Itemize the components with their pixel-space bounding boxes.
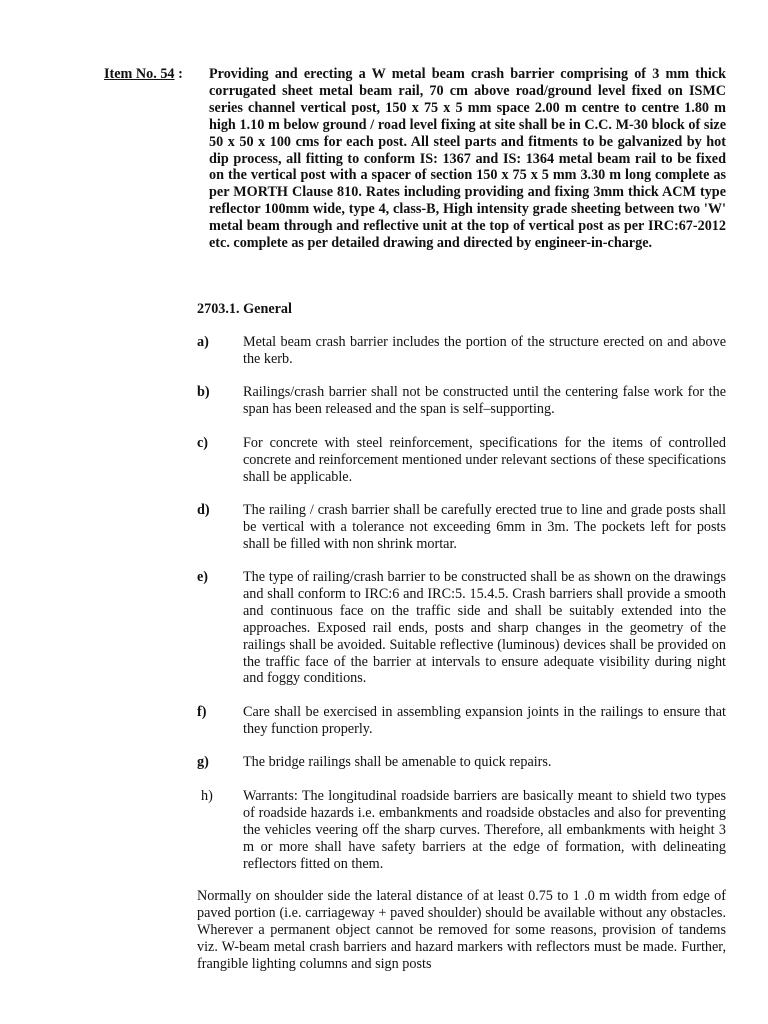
clause-h — [197, 788, 726, 873]
clause-text: Railings/crash barrier shall not be constructed until the centering false work for the span has been released and the span is self–supporting. — [243, 384, 726, 417]
item-number: Item No. 54 — [104, 66, 175, 82]
clause-marker: c) — [197, 435, 209, 451]
item-block — [104, 66, 726, 252]
clause-text: For concrete with steel reinforcement, specifications for the items of controlled concrete and reinforcement mentioned under relevant sections of these specifications shall be applicable. — [243, 435, 726, 485]
section-heading: 2703.1. General — [197, 301, 292, 317]
clause-c — [197, 435, 726, 486]
clause-marker: e) — [197, 569, 209, 585]
clause-marker: h) — [201, 788, 213, 804]
clause-marker: b) — [197, 384, 210, 400]
clause-marker: a) — [197, 334, 209, 350]
clause-f — [197, 704, 726, 738]
clause-text: The bridge railings shall be amenable to quick repairs. — [243, 754, 552, 770]
clause-d — [197, 502, 726, 553]
clause-text: The railing / crash barrier shall be carefully erected true to line and grade posts shall be vertical with a tolerance not exceeding 6mm in 3m. The pockets left for posts shall be filled with non shrink mortar. — [243, 502, 726, 552]
item-label — [104, 66, 183, 83]
clause-text: Metal beam crash barrier includes the portion of the structure erected on and above the kerb. — [243, 334, 726, 367]
clause-marker: f) — [197, 704, 207, 720]
clause-b — [197, 384, 726, 418]
clause-text: Warrants: The longitudinal roadside barriers are basically meant to shield two types of roadside hazards i.e. embankments and roadside obstacles and also for preventing the vehicles veering off the sharp curves. Therefore, all embankments with height 3 m or more shall have safety barriers at the edge of formation, with delineating reflectors fitted on them. — [243, 788, 726, 872]
clause-text: The type of railing/crash barrier to be constructed shall be as shown on the drawings and shall conform to IRC:6 and IRC:5. 15.4.5. Crash barriers shall provide a smooth and continuous face on the traffic side and shall be suitably extended into the approaches. Exposed rail ends, posts and sharp changes in the geometry of the railings shall be avoided. Suitable reflective (luminous) devices shall be provided on the traffic face of the barrier at intervals to ensure adequate visibility during night and foggy conditions. — [243, 569, 726, 687]
clause-text: Care shall be exercised in assembling expansion joints in the railings to ensure that they function properly. — [243, 704, 726, 737]
clause-marker: d) — [197, 502, 210, 518]
clause-g — [197, 754, 726, 771]
clause-a — [197, 334, 726, 368]
closing-paragraph: Normally on shoulder side the lateral distance of at least 0.75 to 1 .0 m width from edge of paved portion (i.e. carriageway + paved shoulder) should be available without any obstacles. Wherever a permanent object cannot be removed for some reasons, provision of tandems viz. W-beam metal crash barriers and hazard markers with reflectors must be made. Further, frangible lighting columns and sign posts — [197, 888, 726, 972]
clause-e — [197, 569, 726, 687]
clause-marker: g) — [197, 754, 209, 770]
item-colon: : — [174, 66, 183, 82]
item-description: Providing and erecting a W metal beam crash barrier comprising of 3 mm thick corrugated sheet metal beam rail, 70 cm above road/ground level fixed on ISMC series channel vertical post, 150 x 75 x 5 mm space 2.00 m centre to centre 1.80 m high 1.10 m below ground / road level fixing at site shall be in C.C. M-30 block of size 50 x 50 x 100 cms for each post. All steel parts and fitments to be galvanized by hot dip process, all fitting to conform IS: 1367 and IS: 1364 metal beam rail to be fixed on the vertical post with a spacer of section 150 x 75 x 5 mm 3.30 m long complete as per MORTH Clause 810. Rates including providing and fixing 3mm thick ACM type reflector 100mm wide, type 4, class-B, High intensity grade sheeting between two 'W' metal beam through and reflective unit at the top of vertical post as per IRC:67-2012 etc. complete as per detailed drawing and directed by engineer-in-charge. — [209, 66, 726, 252]
